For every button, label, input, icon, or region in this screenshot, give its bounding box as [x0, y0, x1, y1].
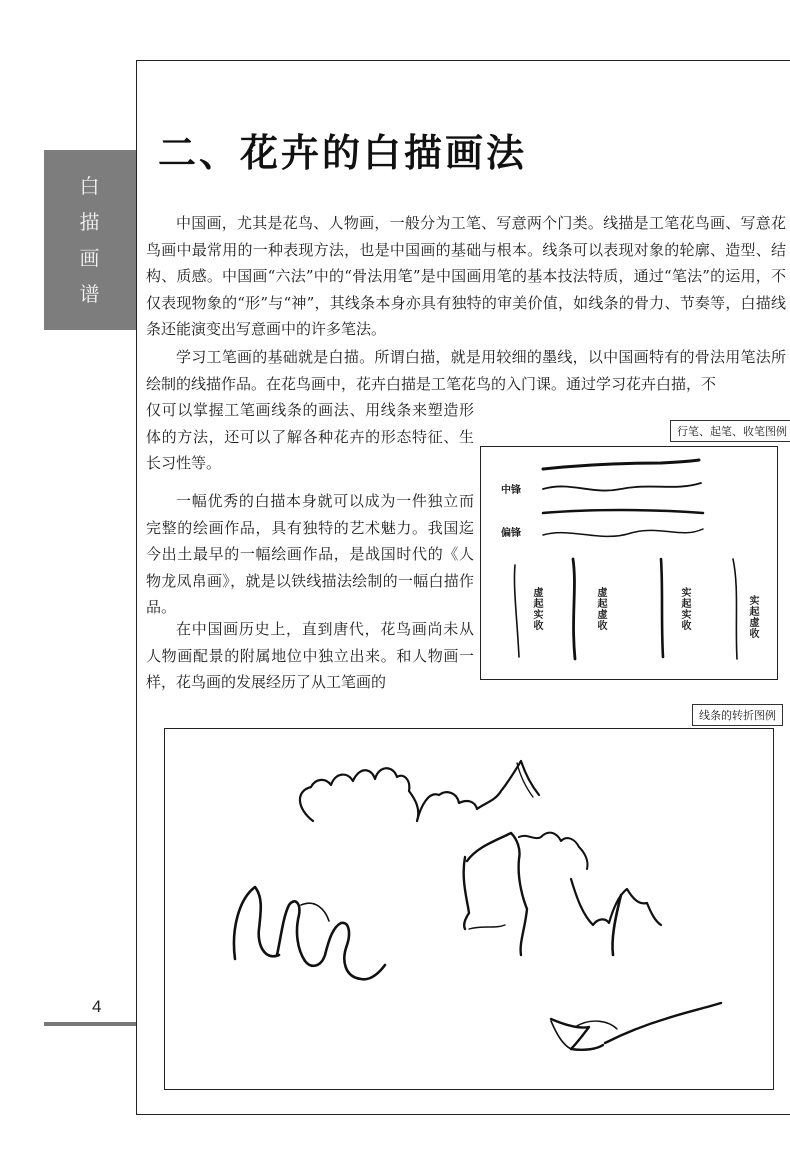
page-number: 4 — [92, 997, 102, 1016]
figure1-caption: 行笔、起笔、收笔图例 — [670, 420, 790, 442]
stroke-line — [733, 559, 737, 659]
turning-stroke — [277, 901, 385, 979]
label-stroke-type: 实起实收 — [679, 587, 690, 631]
figure1-box — [480, 446, 778, 680]
section-title: 二、花卉的白描画法 — [158, 130, 528, 175]
turning-stroke — [301, 903, 329, 921]
label-stroke-type: 实起虚收 — [747, 595, 758, 639]
side-tab-char: 谱 — [79, 282, 101, 306]
stroke-line — [543, 529, 703, 536]
stroke-line — [543, 510, 703, 513]
figure1-strokes — [481, 447, 779, 681]
figure2-caption: 线条的转折图例 — [692, 704, 783, 726]
stroke-line — [514, 565, 519, 657]
paragraph-2b: 仅可以掌握工笔画线条的画法、用线条来塑造形体的方法，还可以了解各种花卉的形态特征、生长习性等。 — [146, 401, 474, 472]
figure2-strokes — [165, 729, 775, 1091]
page-number-rule — [44, 1022, 136, 1026]
paragraph-1: 中国画，尤其是花鸟、人物画，一般分为工笔、写意两个门类。线描是工笔花鸟画、写意花鸟画中最常用的一种表现方法，也是中国画的基础与根本。线条可以表现对象的轮廓、造型、结构、质感。中国画“六法”中的“骨法用笔”是中国画用笔的基本技法特质，通过“笔法”的运用，不仅表现物象的“形”与“神”，其线条本身亦具有独特的审美价值，如线条的骨力、节奏等，白描线条还能演变出写意画中的许多笔法。 — [146, 214, 786, 338]
label-center-tip: 中锋 — [501, 485, 521, 496]
stroke-line — [573, 559, 575, 659]
turning-stroke — [234, 887, 279, 959]
stroke-line — [543, 460, 699, 469]
paragraph-2a: 学习工笔画的基础就是白描。所谓白描，就是用较细的墨线，以中国画特有的骨法用笔法所绘制的线描作品。在花鸟画中，花卉白描是工笔花鸟的入门课。通过学习花卉白描，不 — [146, 348, 786, 393]
turning-stroke — [464, 833, 527, 955]
side-tab-char: 描 — [79, 210, 101, 234]
paragraph-4: 在中国画历史上，直到唐代，花鸟画尚未从人物画配景的附属地位中独立出来。和人物画一样，花鸟画的发展经历了从工笔画的 — [146, 620, 474, 691]
side-tab-char: 白 — [79, 174, 101, 198]
turning-stroke — [300, 761, 539, 821]
paragraph-3: 一幅优秀的白描本身就可以成为一件独立而完整的绘画作品，具有独特的艺术魅力。我国迄今出土最早的一幅绘画作品，是战国时代的《人物龙凤帛画》，就是以铁线描法绘制的一幅白描作品。 — [146, 492, 474, 616]
stroke-line — [543, 483, 701, 491]
side-tab — [44, 150, 136, 330]
side-tab-char: 画 — [79, 246, 101, 270]
turning-stroke — [517, 763, 533, 797]
stroke-line — [661, 559, 663, 657]
figure2-box — [164, 728, 774, 1090]
turning-stroke — [469, 925, 505, 929]
label-stroke-type: 虚起虚收 — [595, 587, 606, 631]
label-side-tip: 偏锋 — [501, 528, 521, 539]
turning-stroke — [519, 833, 588, 869]
label-stroke-type: 虚起实收 — [531, 587, 542, 631]
